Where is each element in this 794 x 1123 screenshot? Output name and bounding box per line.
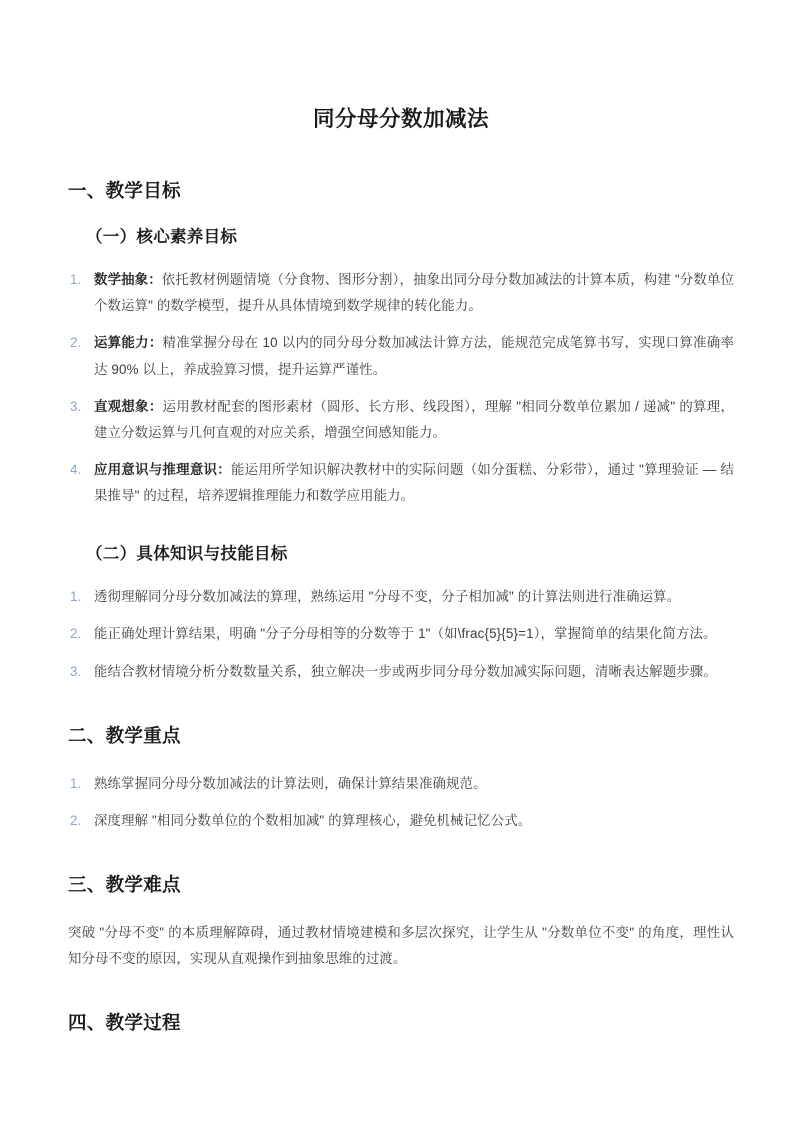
list-item	[68, 621, 734, 647]
list-item-text: 能正确处理计算结果，明确 "分子分母相等的分数等于 1"（如\frac{5}{5}=1），掌握简单的结果化简方法。	[94, 626, 717, 642]
list-item	[68, 394, 734, 446]
section-heading-4: 四、教学过程	[68, 1012, 181, 1034]
section-teaching-process	[68, 1010, 734, 1036]
list-item	[68, 267, 734, 319]
list-item-text: 依托教材例题情境（分食物、图形分割），抽象出同分母分数加减法的计算本质，构建 "分数单位个数运算" 的数学模型，提升从具体情境到数学规律的转化能力。	[94, 272, 735, 314]
list-marker: 1.	[70, 589, 82, 605]
teaching-focus-list	[68, 771, 734, 834]
list-item-lead: 运算能力：	[94, 335, 163, 351]
list-marker: 1.	[70, 775, 82, 791]
document-title: 同分母分数加减法	[312, 107, 489, 131]
list-item	[68, 808, 734, 834]
list-marker: 3.	[70, 398, 82, 414]
list-item	[68, 659, 734, 685]
list-item-text: 透彻理解同分母分数加减法的算理，熟练运用 "分母不变，分子相加减" 的计算法则进行准确运算。	[94, 589, 681, 605]
knowledge-skills-list	[68, 584, 734, 684]
section-teaching-objectives	[68, 178, 734, 685]
section-heading-1: 一、教学目标	[68, 180, 181, 202]
list-item	[68, 330, 734, 382]
section-heading-3: 三、教学难点	[68, 873, 181, 895]
list-marker: 1.	[70, 272, 82, 288]
list-item-text: 运用教材配套的图形素材（圆形、长方形、线段图），理解 "相同分数单位累加 / 递减" 的算理，建立分数运算与几何直观的对应关系，增强空间感知能力。	[94, 398, 734, 440]
list-marker: 2.	[70, 335, 82, 351]
section-teaching-focus	[68, 723, 734, 834]
list-marker: 4.	[70, 461, 82, 477]
list-item-text: 能结合教材情境分析分数数量关系，独立解决一步或两步同分母分数加减实际问题，清晰表达解题步骤。	[94, 663, 717, 679]
list-item-text: 精准掌握分母在 10 以内的同分母分数加减法计算方法，能规范完成笔算书写，实现口算准确率达 90% 以上，养成验算习惯，提升运算严谨性。	[94, 335, 734, 377]
list-marker: 2.	[70, 626, 82, 642]
list-marker: 3.	[70, 663, 82, 679]
list-item	[68, 771, 734, 797]
subsection-heading-knowledge-skills: （二）具体知识与技能目标	[86, 545, 288, 564]
list-marker: 2.	[70, 812, 82, 828]
list-item	[68, 584, 734, 610]
list-item-lead: 数学抽象：	[94, 272, 162, 288]
section-heading-2: 二、教学重点	[68, 724, 181, 746]
section-teaching-difficulty	[68, 872, 734, 972]
teaching-difficulty-paragraph: 突破 "分母不变" 的本质理解障碍，通过教材情境建模和多层次探究，让学生从 "分数单位不变" 的角度，理性认知分母不变的原因，实现从直观操作到抽象思维的过渡。	[68, 924, 734, 966]
list-item-text: 熟练掌握同分母分数加减法的计算法则，确保计算结果准确规范。	[94, 775, 487, 791]
list-item-text: 深度理解 "相同分数单位的个数相加减" 的算理核心，避免机械记忆公式。	[94, 812, 532, 828]
list-item-lead: 直观想象：	[94, 398, 163, 414]
list-item	[68, 457, 734, 509]
list-item-text: 能运用所学知识解决教材中的实际问题（如分蛋糕、分彩带），通过 "算理验证 — 结果推导" 的过程，培养逻辑推理能力和数学应用能力。	[94, 461, 735, 504]
list-item-lead: 应用意识与推理意识：	[94, 461, 231, 477]
core-literacy-list	[68, 267, 734, 509]
subsection-heading-core-literacy: （一）核心素养目标	[86, 227, 238, 246]
